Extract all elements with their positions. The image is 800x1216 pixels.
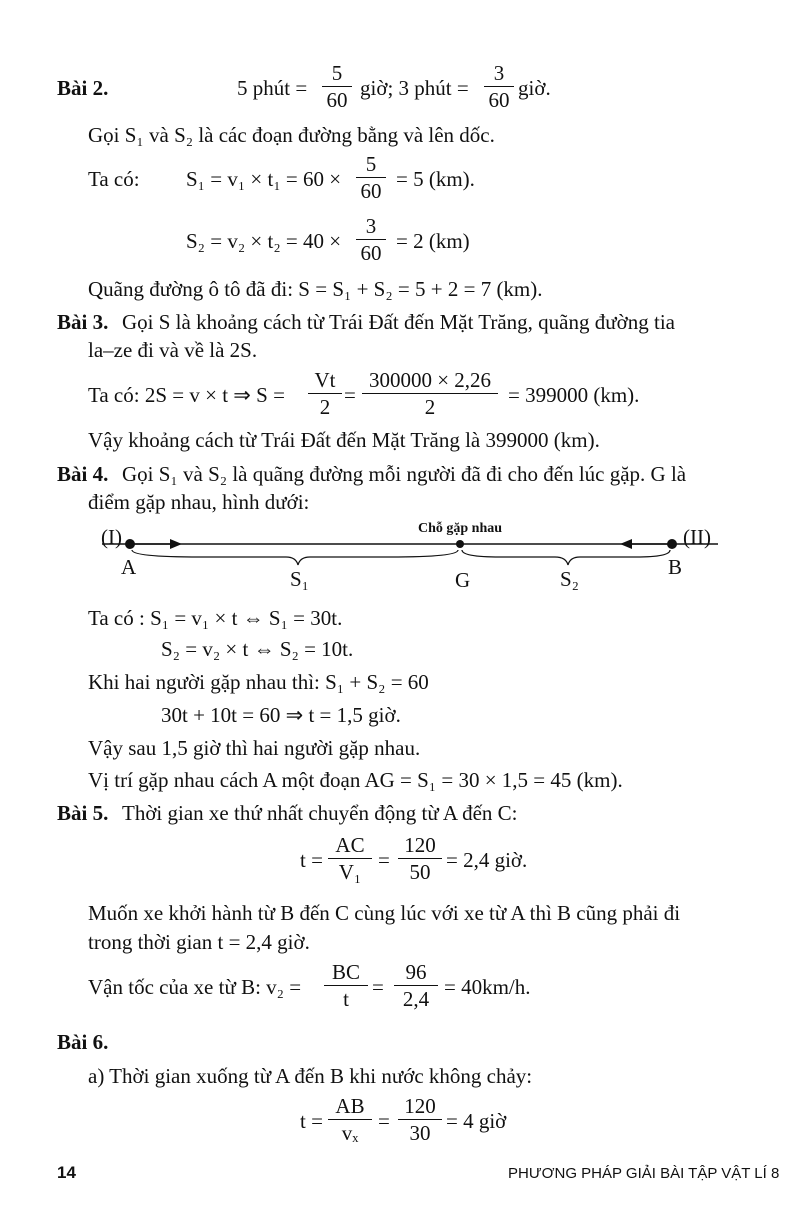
page-number: 14 — [57, 1163, 76, 1182]
bai4-line1: Gọi S₁ và S₂ là quãng đường mỗi người đã đi cho đến lúc gặp. G là — [122, 462, 687, 486]
bai6-label: Bài 6. — [57, 1030, 109, 1054]
bai6-frac2: 120 30 — [398, 1094, 442, 1145]
bai3-eq-b: = 399000 (km). — [508, 383, 640, 407]
bai3-eq-a: Ta có: 2S = v × t ⇒ S = — [88, 383, 285, 407]
bai2-s1-frac: 5 60 — [356, 152, 386, 203]
label-b: B — [668, 555, 683, 579]
bai3-line2: la–ze đi và về là 2S. — [88, 338, 258, 362]
bai5-v-b: = 40km/h. — [444, 975, 531, 999]
bai4-eq2: S₂ = v₂ × t ⇔ S₂ = 10t. — [161, 637, 354, 661]
meet-label: Chỗ gặp nhau — [418, 521, 503, 536]
label-i: (I) — [101, 525, 122, 549]
bai5-label: Bài 5. — [57, 801, 109, 825]
label-s2: S₂ — [560, 567, 580, 591]
bai4-label: Bài 4. — [57, 462, 109, 486]
label-ii: (II) — [683, 525, 711, 549]
bai2-eq1-a: 5 phút = — [237, 76, 308, 100]
label-a: A — [121, 555, 137, 579]
bai2-eq1-c: giờ. — [518, 76, 551, 100]
meeting-diagram — [0, 510, 800, 590]
bai2-s1-b: = 5 (km). — [396, 167, 475, 191]
label-s1: S₁ — [290, 567, 310, 591]
bai5-v-a: Vận tốc của xe từ B: v₂ = — [88, 975, 302, 999]
bai2-total: Quãng đường ô tô đã đi: S = S₁ + S₂ = 5 + 2 = 7 (km). — [88, 277, 543, 301]
label-g: G — [455, 568, 471, 592]
point-a-dot — [125, 539, 135, 549]
bai6-frac1: AB vₓ — [328, 1094, 372, 1145]
bai2-taco: Ta có: — [88, 167, 140, 191]
bai3-line1: Gọi S là khoảng cách từ Trái Đất đến Mặt Trăng, quãng đường tia — [122, 310, 675, 334]
bai5-line2: Muốn xe khởi hành từ B đến C cùng lúc với xe từ A thì B cũng phải đi — [88, 901, 681, 925]
point-b-dot — [667, 539, 677, 549]
bai2-s2-frac: 3 60 — [356, 214, 386, 265]
bai5-t-b: = 2,4 giờ. — [446, 848, 528, 872]
bai5-v-frac1: BC t — [324, 960, 368, 1011]
bai6-t-b: = 4 giờ — [446, 1109, 507, 1133]
bai5-t-eq: = — [378, 848, 390, 872]
bai4-eq5: Vậy sau 1,5 giờ thì hai người gặp nhau. — [88, 736, 421, 760]
bai3-frac2: 300000 × 2,26 2 — [362, 368, 498, 419]
bai5-frac2: 120 50 — [398, 833, 442, 884]
bai6-t-eq: = — [378, 1109, 390, 1133]
bai5-line1: Thời gian xe thứ nhất chuyển động từ A đến C: — [122, 801, 518, 825]
bai4-eq3: Khi hai người gặp nhau thì: S₁ + S₂ = 60 — [88, 670, 429, 694]
bai4-eq4: 30t + 10t = 60 ⇒ t = 1,5 giờ. — [161, 703, 401, 727]
bai6-line-a: a) Thời gian xuống từ A đến B khi nước không chảy: — [88, 1064, 533, 1088]
brace-s2 — [462, 550, 670, 565]
book-title: PHƯƠNG PHÁP GIẢI BÀI TẬP VẬT LÍ 8 — [508, 1165, 780, 1182]
bai5-v-eq: = — [372, 975, 384, 999]
bai4-line2: điểm gặp nhau, hình dưới: — [88, 490, 310, 514]
bai4-eq1: Ta có : S₁ = v₁ × t ⇔ S₁ = 30t. — [88, 606, 343, 630]
bai2-line2: Gọi S₁ và S₂ là các đoạn đường bằng và lên dốc. — [88, 123, 495, 147]
bai4-eq6: Vị trí gặp nhau cách A một đoạn AG = S₁ = 30 × 1,5 = 45 (km). — [88, 768, 623, 792]
bai5-frac1: AC V₁ — [328, 833, 372, 884]
bai2-s2-a: S₂ = v₂ × t₂ = 40 × — [186, 229, 342, 253]
arrow-right-head — [170, 539, 182, 549]
bai2-label: Bài 2. — [57, 76, 109, 100]
bai2-frac2: 3 60 — [484, 61, 514, 112]
bai2-s2-b: = 2 (km) — [396, 229, 470, 253]
arrow-left-head — [620, 539, 632, 549]
bai3-label: Bài 3. — [57, 310, 109, 334]
bai3-frac1: Vt 2 — [308, 368, 342, 419]
bai3-conclusion: Vậy khoảng cách từ Trái Đất đến Mặt Trăng là 399000 (km). — [88, 428, 600, 452]
bai5-line3: trong thời gian t = 2,4 giờ. — [88, 930, 310, 954]
bai5-t-a: t = — [300, 848, 323, 872]
bai5-v-frac2: 96 2,4 — [394, 960, 438, 1011]
bai6-t-a: t = — [300, 1109, 323, 1133]
bai2-frac1: 5 60 — [322, 61, 352, 112]
brace-s1 — [132, 550, 458, 565]
bai2-s1-a: S₁ = v₁ × t₁ = 60 × — [186, 167, 342, 191]
bai2-eq1-b: giờ; 3 phút = — [360, 76, 469, 100]
bai3-eq-eq: = — [344, 383, 356, 407]
